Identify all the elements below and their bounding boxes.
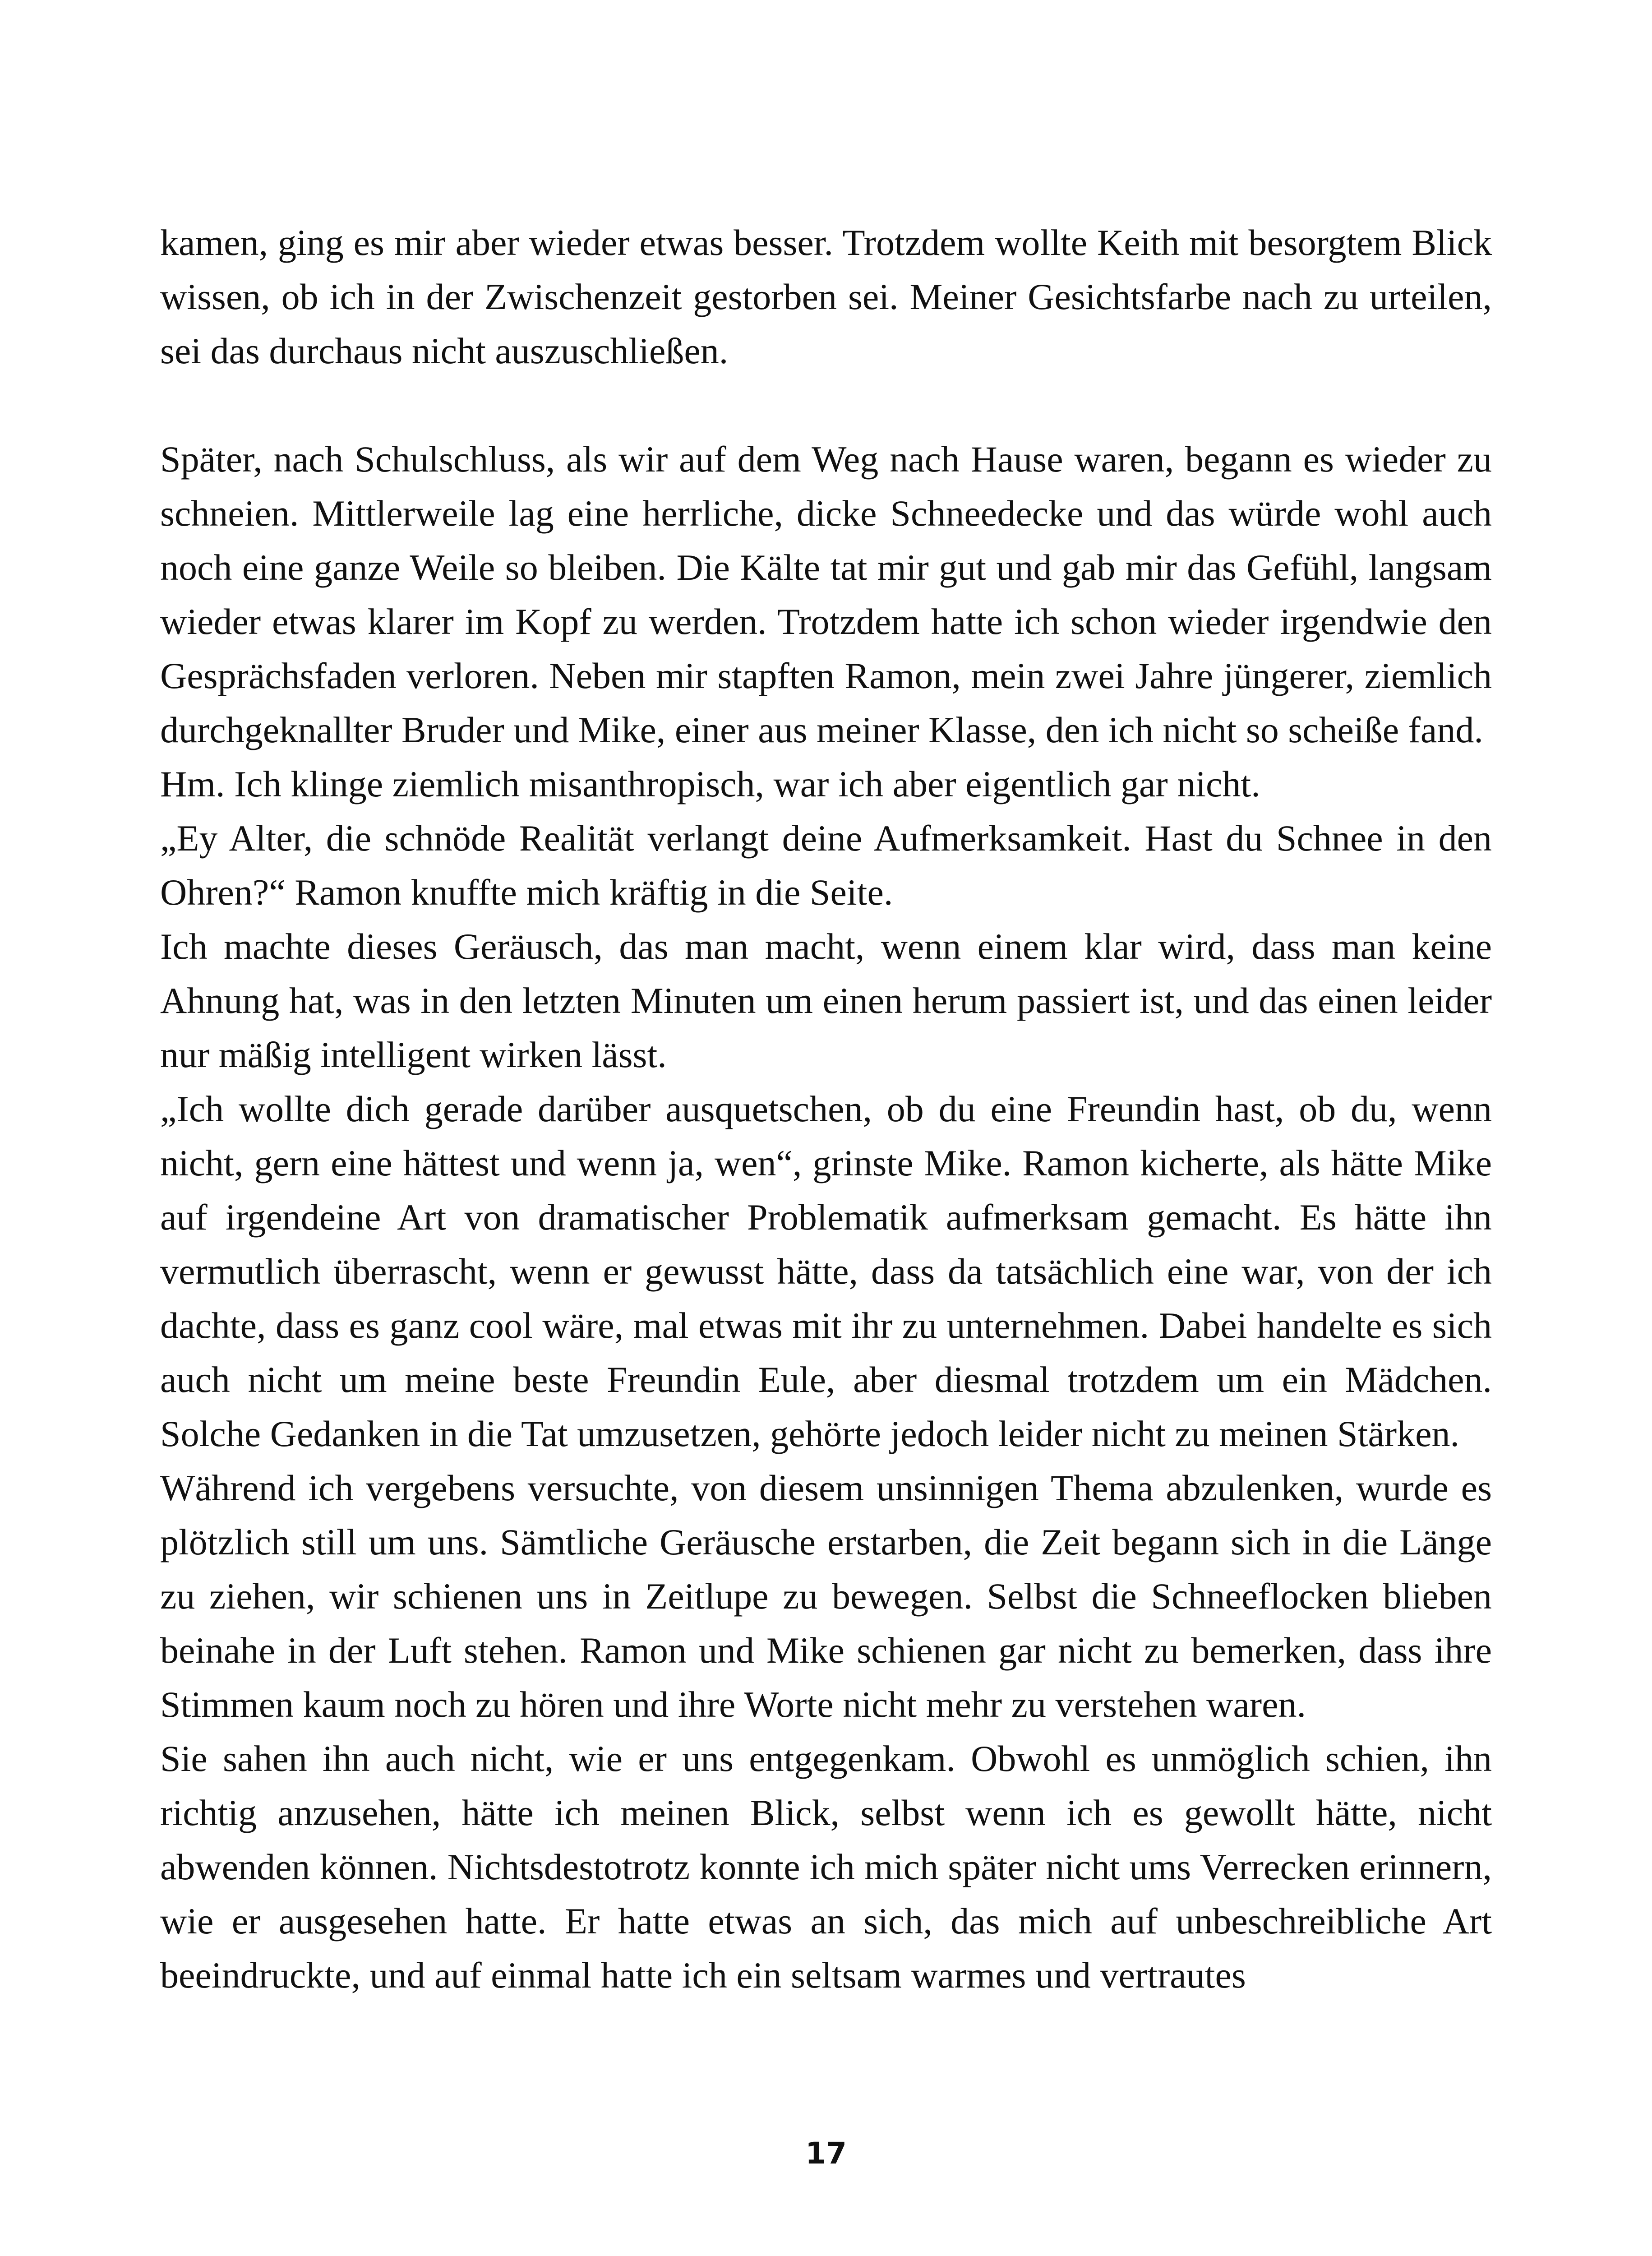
paragraph: Sie sahen ihn auch nicht, wie er uns entgegenkam. Obwohl es unmöglich schien, ihn richtig anzusehen, hätte ich meinen Blick, selbst wenn ich es gewollt hätte, nicht abwenden können. Nichtsdestotrotz konnte ich mich später nicht ums Verrecken erinnern, wie er ausgesehen hatte. Er hatte etwas an sich, das mich auf unbeschreibliche Art beeindruckte, und auf einmal hatte ich ein seltsam warmes und vertrautes: [160, 1738, 1492, 1996]
paragraph-gap: [160, 378, 1492, 432]
paragraph: „Ey Alter, die schnöde Realität verlangt deine Aufmerksamkeit. Hast du Schnee in den Ohren?“ Ramon knuffte mich kräftig in die Seite.: [160, 818, 1492, 913]
paragraph: Ich machte dieses Geräusch, das man macht, wenn einem klar wird, dass man keine Ahnung hat, was in den letzten Minuten um einen herum passiert ist, und das einen leider nur mäßig intelligent wirken lässt.: [160, 926, 1492, 1075]
paragraph: Während ich vergebens versuchte, von diesem unsinnigen Thema abzulenken, wurde es plötzlich still um uns. Sämtliche Geräusche erstarben, die Zeit begann sich in die Länge zu ziehen, wir schienen uns in Zeitlupe zu bewegen. Selbst die Schneeflocken blieben beinahe in der Luft stehen. Ramon und Mike schienen gar nicht zu bemerken, dass ihre Stimmen kaum noch zu hören und ihre Worte nicht mehr zu verstehen waren.: [160, 1467, 1492, 1725]
paragraph: Später, nach Schulschluss, als wir auf dem Weg nach Hause waren, begann es wieder zu schneien. Mittlerweile lag eine herrliche, dicke Schneedecke und das würde wohl auch noch eine ganze Weile so bleiben. Die Kälte tat mir gut und gab mir das Gefühl, langsam wieder etwas klarer im Kopf zu werden. Trotzdem hatte ich schon wieder irgendwie den Gesprächsfaden verloren. Neben mir stapften Ramon, mein zwei Jahre jüngerer, ziemlich durchgeknallter Bruder und Mike, einer aus meiner Klasse, den ich nicht so scheiße fand.: [160, 439, 1492, 750]
body-text: [160, 216, 1492, 2002]
paragraph: kamen, ging es mir aber wieder etwas besser. Trotzdem wollte Keith mit besorgtem Blick wissen, ob ich in der Zwischenzeit gestorben sei. Meiner Gesichtsfarbe nach zu urteilen, sei das durchaus nicht auszuschließen.: [160, 222, 1492, 371]
page-number: 17: [805, 2136, 847, 2171]
paragraph: „Ich wollte dich gerade darüber ausquetschen, ob du eine Freundin hast, ob du, wenn nicht, gern eine hättest und wenn ja, wen“, grinste Mike. Ramon kicherte, als hätte Mike auf irgendeine Art von dramatischer Problematik aufmerksam gemacht. Es hätte ihn vermutlich überrascht, wenn er gewusst hätte, dass da tatsächlich eine war, von der ich dachte, dass es ganz cool wäre, mal etwas mit ihr zu unternehmen. Dabei handelte es sich auch nicht um meine beste Freundin Eule, aber diesmal trotzdem um ein Mädchen. Solche Gedanken in die Tat umzusetzen, gehörte jedoch leider nicht zu meinen Stärken.: [160, 1088, 1492, 1454]
paragraph: Hm. Ich klinge ziemlich misanthropisch, war ich aber eigentlich gar nicht.: [160, 763, 1260, 804]
